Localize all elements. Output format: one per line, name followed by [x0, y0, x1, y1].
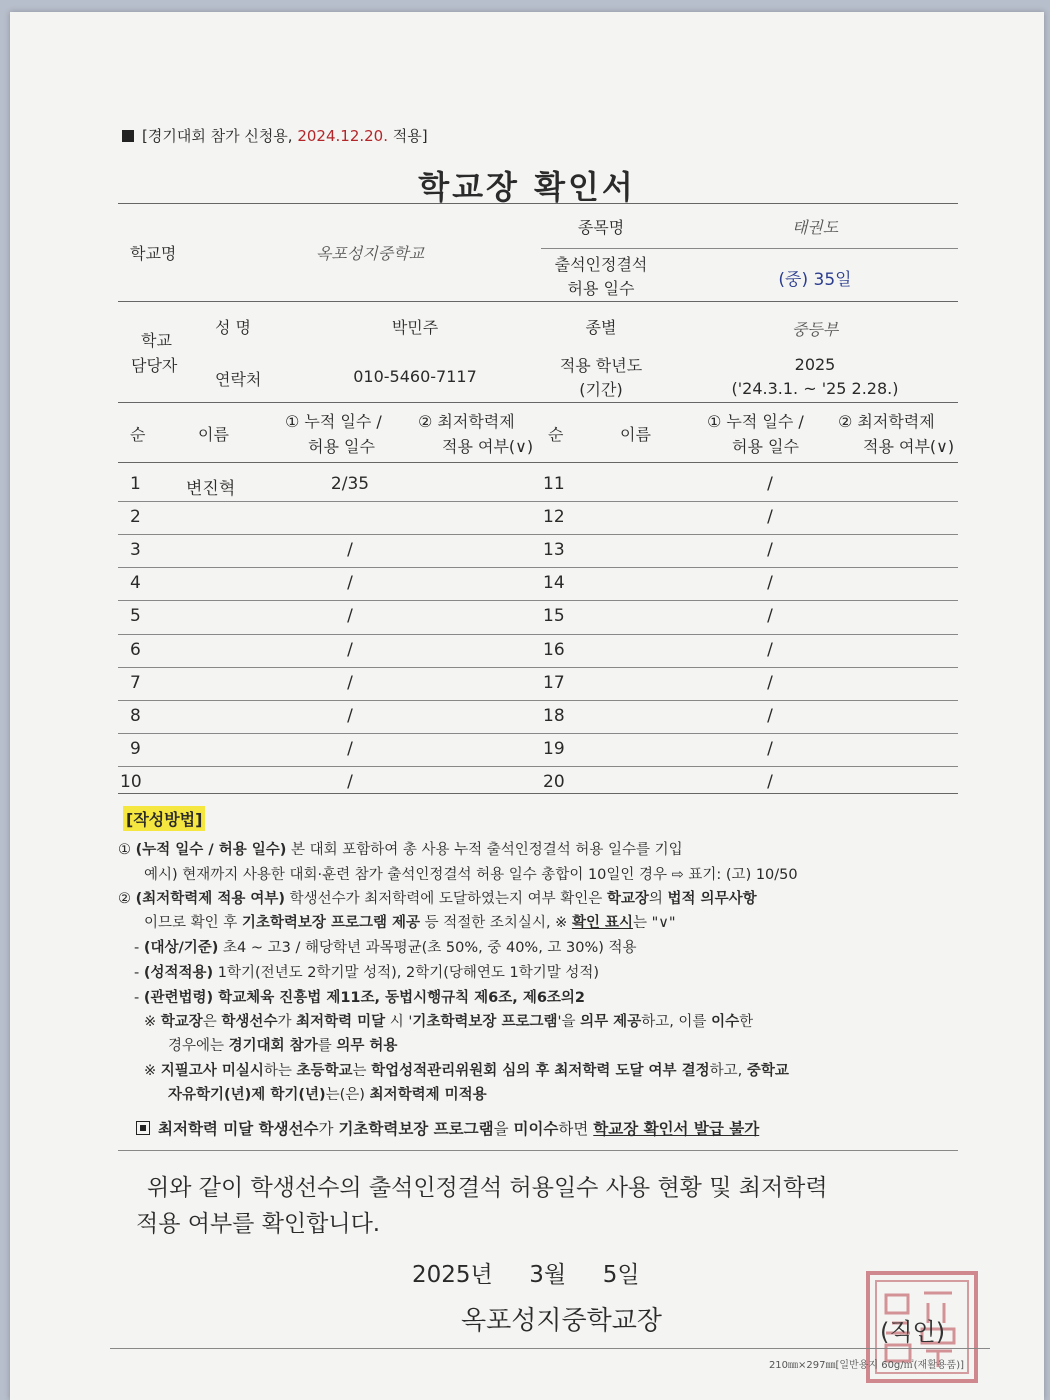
manager-name-value: 박민주 [391, 318, 439, 337]
checkbox-icon [136, 1121, 150, 1135]
days-cell: / [347, 606, 353, 626]
days-cell: / [347, 640, 353, 660]
row-number: 16 [543, 640, 565, 660]
days-cell: / [767, 772, 773, 792]
principal-signature-name: 옥포성지중학교장 [461, 1306, 662, 1336]
row-divider [118, 567, 958, 568]
row-number: 17 [543, 673, 565, 693]
seal-label: (직인) [880, 1318, 946, 1346]
contact-label: 연락처 [215, 370, 262, 389]
paper-spec: 210㎜×297㎜[일반용지 60g/㎡(재활용품)] [768, 1360, 964, 1371]
col-min-left: ② 최저학력제 [418, 412, 515, 431]
year-label: 적용 학년도 [559, 356, 643, 375]
row-number: 14 [543, 573, 565, 593]
days-cell: / [767, 474, 773, 494]
row-number: 19 [543, 739, 565, 759]
allow-days-label: 출석인정결석 [554, 255, 648, 274]
row-number: 12 [543, 507, 565, 527]
days-cell: / [767, 739, 773, 759]
days-cell: / [347, 772, 353, 792]
instruction-line: - (관련법령) 학교체육 진흥법 제11조, 동법시행규칙 제6조, 제6조의2 [134, 990, 586, 1006]
days-cell: / [347, 573, 353, 593]
col-name-left: 이름 [198, 425, 229, 444]
instruction-line: 예시) 현재까지 사용한 대회·훈련 참가 출석인정결석 허용 일수 총합이 10일인 경우 ⇨ 표기: (고) 10/50 [144, 867, 798, 883]
days-cell: / [767, 706, 773, 726]
instruction-line: 자유학기(년)제 학기(년)는(은) 최저학력제 미적용 [168, 1087, 487, 1103]
instruction-line: ① (누적 일수 / 허용 일수) 본 대회 포함하여 총 사용 누적 출석인정결석 허용 일수를 기입 [118, 842, 683, 858]
days-cell: / [767, 540, 773, 560]
row-number: 6 [130, 640, 141, 660]
name-label: 성 명 [215, 318, 251, 337]
document-title: 학교장 확인서 [418, 168, 636, 206]
period-value: ('24.3.1. ~ '25 2.28.) [731, 379, 899, 398]
col-min-right: ② 최저학력제 [838, 412, 935, 431]
col-days-right: ① 누적 일수 / [707, 412, 804, 431]
document-page [10, 12, 1044, 1400]
row-divider [118, 700, 958, 701]
col-no-left: 순 [130, 425, 146, 444]
instruction-line: - (성적적용) 1학기(전년도 2학기말 성적), 2학기(당해연도 1학기말 성적) [134, 965, 600, 981]
manager-label-2: 담당자 [131, 356, 178, 375]
col-min-right-2: 적용 여부(∨) [863, 437, 955, 456]
instruction-line: - (대상/기준) 초4 ~ 고3 / 해당학년 과목평균(초 50%, 중 40%, 고 30%) 적용 [134, 940, 637, 956]
divider [541, 248, 958, 249]
issue-date: 2025년 3월 5일 [412, 1262, 640, 1288]
days-cell: / [767, 507, 773, 527]
school-name-value: 옥포성지중학교 [315, 244, 425, 263]
divider [118, 793, 958, 794]
instruction-line: ※ 학교장은 학생선수가 최저학력 미달 시 '기초학력보장 프로그램'을 의무 제공하고, 이를 이수한 [144, 1014, 754, 1030]
year-value: 2025 [794, 355, 836, 374]
days-cell: / [347, 706, 353, 726]
instruction-line: 이므로 확인 후 기초학력보장 프로그램 제공 등 적절한 조치실시, ※ 확인 표시는 "∨" [144, 915, 676, 931]
days-cell: 2/35 [330, 474, 370, 494]
divider [118, 203, 958, 204]
days-cell: / [347, 673, 353, 693]
row-number: 7 [130, 673, 141, 693]
divider [118, 462, 958, 463]
manager-label: 학교 [141, 331, 172, 350]
row-number: 4 [130, 573, 141, 593]
row-number: 2 [130, 507, 141, 527]
col-days-left: ① 누적 일수 / [285, 412, 382, 431]
days-cell: / [347, 540, 353, 560]
confirmation-text-2: 적용 여부를 확인합니다. [136, 1211, 381, 1237]
divider [118, 402, 958, 403]
row-divider [118, 634, 958, 635]
row-number: 9 [130, 739, 141, 759]
event-label: 종목명 [577, 218, 625, 237]
row-number: 11 [543, 474, 565, 494]
row-number: 5 [130, 606, 141, 626]
col-name-right: 이름 [620, 425, 651, 444]
event-value: 태권도 [791, 218, 839, 237]
year-label-2: (기간) [579, 380, 623, 399]
row-divider [118, 534, 958, 535]
days-cell: / [347, 739, 353, 759]
days-cell: / [767, 640, 773, 660]
row-number: 8 [130, 706, 141, 726]
allow-days-label-2: 허용 일수 [567, 279, 635, 298]
divider [110, 1348, 990, 1349]
days-cell: / [767, 573, 773, 593]
row-number: 15 [543, 606, 565, 626]
instructions-label: [작성방법] [123, 806, 205, 831]
division-label: 종별 [585, 318, 617, 337]
row-number: 10 [120, 772, 142, 792]
instruction-warning: 최저학력 미달 학생선수가 기초학력보장 프로그램을 미이수하면 학교장 확인서 발급 불가 [136, 1118, 759, 1140]
instruction-line: ※ 지필고사 미실시하는 초등학교는 학업성적관리위원회 심의 후 최저학력 도달 여부 결정하고, 중학교 [144, 1063, 789, 1079]
row-divider [118, 600, 958, 601]
row-divider [118, 501, 958, 502]
col-min-left-2: 적용 여부(∨) [442, 437, 534, 456]
col-days-right-2: 허용 일수 [732, 437, 799, 456]
form-notice: [경기대회 참가 신청용, 2024.12.20. 적용] [122, 125, 428, 146]
allow-days-value: (중) 35일 [778, 270, 852, 290]
days-cell: / [767, 673, 773, 693]
row-divider [118, 733, 958, 734]
row-number: 1 [130, 474, 141, 494]
row-divider [118, 766, 958, 767]
col-no-right: 순 [548, 425, 564, 444]
instruction-line: 경우에는 경기대회 참가를 의무 허용 [168, 1038, 398, 1054]
square-bullet-icon [122, 130, 134, 142]
division-value: 중등부 [791, 320, 839, 339]
instruction-line: ② (최저학력제 적용 여부) 학생선수가 최저학력에 도달하였는지 여부 확인은 학교장의 법적 의무사항 [118, 891, 757, 907]
contact-value: 010-5460-7117 [353, 367, 477, 386]
divider [118, 301, 958, 302]
row-number: 13 [543, 540, 565, 560]
row-number: 18 [543, 706, 565, 726]
divider [118, 1150, 958, 1151]
row-number: 20 [543, 772, 565, 792]
notice-date: 2024.12.20. [297, 127, 388, 145]
confirmation-text: 위와 같이 학생선수의 출석인정결석 허용일수 사용 현황 및 최저학력 [147, 1175, 828, 1201]
row-number: 3 [130, 540, 141, 560]
school-name-label: 학교명 [130, 244, 177, 263]
student-name: 변진혁 [186, 479, 236, 499]
col-days-left-2: 허용 일수 [308, 437, 375, 456]
days-cell: / [767, 606, 773, 626]
row-divider [118, 667, 958, 668]
